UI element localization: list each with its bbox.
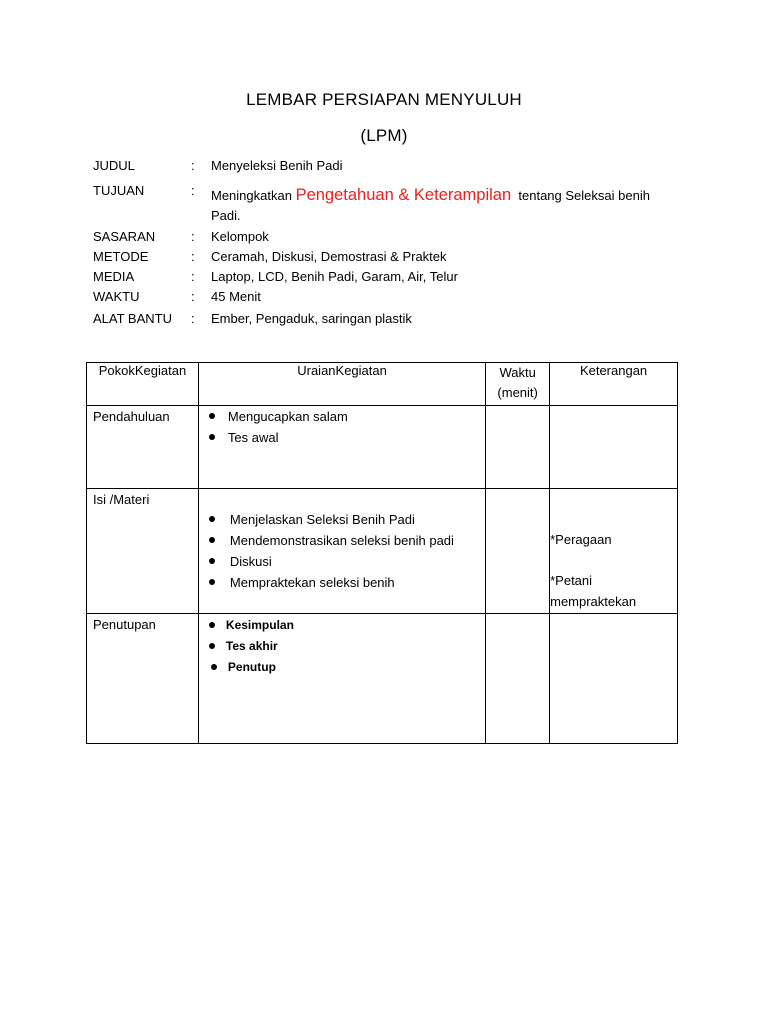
table-row [87, 489, 678, 614]
bullet-icon [209, 413, 215, 419]
info-value: 45 Menit [211, 289, 261, 304]
list-item-text: Penutup [227, 660, 276, 674]
info-label: METODE [93, 249, 149, 264]
list-item [199, 572, 485, 593]
cell-uraian [198, 614, 485, 744]
info-label: TUJUAN [93, 183, 145, 198]
list-item-text: Tes awal [227, 430, 279, 445]
header-waktu [486, 363, 550, 406]
tujuan-suffix: tentang Seleksai benih Padi. [211, 188, 650, 223]
list-item-text: Diskusi [229, 554, 272, 569]
cell-uraian [198, 489, 485, 614]
kegiatan-table [86, 362, 678, 744]
list-item [199, 530, 485, 551]
info-colon: : [191, 183, 195, 198]
info-value: Menyeleksi Benih Padi [211, 158, 343, 173]
bullet-icon [209, 579, 215, 585]
cell-waktu [486, 489, 550, 614]
keterangan-note: *Petani mempraktekan [550, 573, 637, 609]
list-item [199, 657, 485, 678]
bullet-icon [209, 558, 215, 564]
info-label: JUDUL [93, 158, 135, 173]
info-label: WAKTU [93, 289, 140, 304]
header-pokok-kegiatan: PokokKegiatan [87, 363, 199, 406]
cell-pokok [87, 489, 199, 614]
list-item [199, 406, 485, 427]
bullet-icon [209, 434, 215, 440]
info-value: Kelompok [211, 229, 269, 244]
info-value: Ceramah, Diskusi, Demostrasi & Praktek [211, 249, 447, 264]
info-colon: : [191, 311, 195, 326]
info-colon: : [191, 158, 195, 173]
list-item [199, 615, 485, 636]
list-item [199, 509, 485, 530]
header-waktu-line1: Waktu [499, 365, 536, 380]
table-row [87, 406, 678, 489]
info-value: Ember, Pengaduk, saringan plastik [211, 311, 412, 326]
header-keterangan: Keterangan [550, 363, 678, 406]
info-colon: : [191, 229, 195, 244]
cell-keterangan [550, 614, 678, 744]
list-item-text: Mengucapkan salam [227, 409, 348, 424]
info-label: ALAT BANTU [93, 311, 172, 326]
bullet-icon [209, 516, 215, 522]
uraian-list [199, 614, 485, 678]
cell-uraian [198, 406, 485, 489]
info-label: SASARAN [93, 229, 156, 244]
info-colon: : [191, 269, 195, 284]
header-waktu-line2: (menit) [497, 385, 538, 400]
info-value: Laptop, LCD, Benih Padi, Garam, Air, Telur [211, 269, 458, 284]
row-label: Pendahuluan [93, 409, 170, 424]
list-item-text: Menjelaskan Seleksi Benih Padi [229, 512, 415, 527]
table-header-row [87, 363, 678, 406]
list-item [199, 427, 485, 448]
cell-pokok [87, 614, 199, 744]
info-value [211, 185, 681, 226]
list-item [199, 636, 485, 657]
list-item-text: Tes akhir [225, 639, 278, 653]
cell-keterangan [550, 406, 678, 489]
list-item-text: Mendemonstrasikan seleksi benih padi [229, 533, 454, 548]
tujuan-highlight: Pengetahuan & Keterampilan [295, 186, 512, 204]
bullet-icon [211, 664, 217, 670]
uraian-list [199, 489, 485, 593]
row-label: Isi /Materi [93, 492, 150, 507]
table-row [87, 614, 678, 744]
tujuan-prefix: Meningkatkan [211, 188, 292, 203]
row-label: Penutupan [93, 617, 156, 632]
keterangan-note: *Peragaan [550, 532, 612, 547]
info-label: MEDIA [93, 269, 135, 284]
uraian-list [199, 406, 485, 448]
list-item [199, 551, 485, 572]
bullet-icon [209, 643, 215, 649]
list-item-text: Kesimpulan [225, 618, 294, 632]
cell-waktu [486, 614, 550, 744]
cell-pokok [87, 406, 199, 489]
header-uraian-kegiatan: UraianKegiatan [198, 363, 485, 406]
bullet-icon [209, 537, 215, 543]
document-title: LEMBAR PERSIAPAN MENYULUH [246, 90, 522, 109]
list-item-text: Mempraktekan seleksi benih [229, 575, 395, 590]
info-colon: : [191, 289, 195, 304]
cell-waktu [486, 406, 550, 489]
cell-keterangan [550, 489, 678, 614]
info-colon: : [191, 249, 195, 264]
document-subtitle: (LPM) [360, 126, 408, 145]
bullet-icon [209, 622, 215, 628]
